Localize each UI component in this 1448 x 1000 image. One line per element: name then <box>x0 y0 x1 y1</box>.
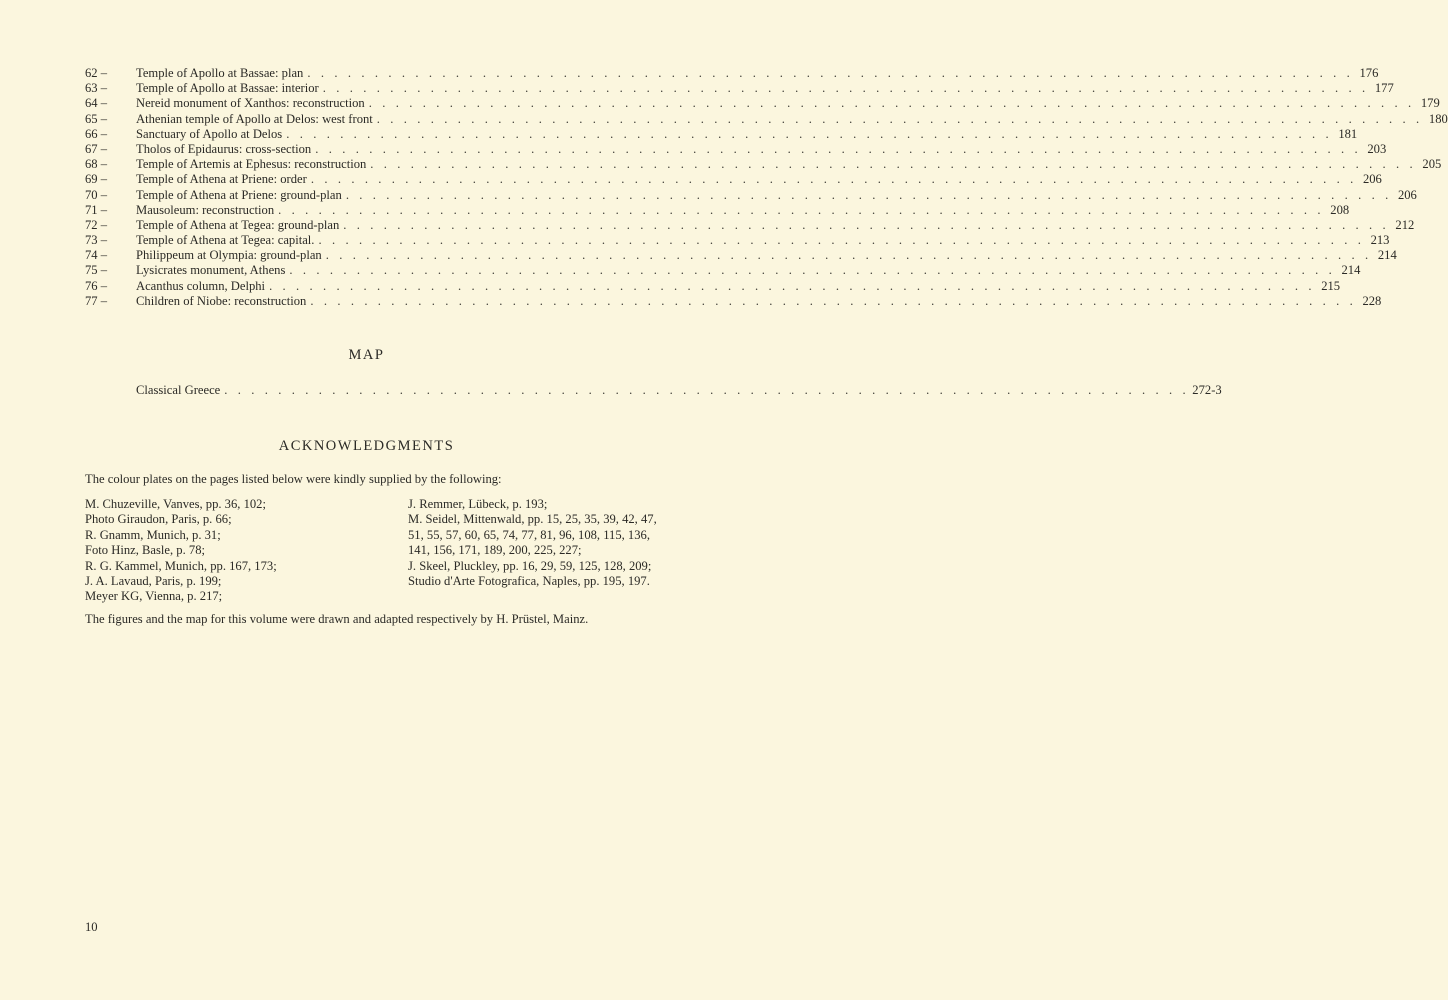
page-number: 10 <box>85 920 98 934</box>
figure-title: Temple of Athena at Priene: order <box>136 172 307 187</box>
credit-line: 51, 55, 57, 60, 65, 74, 77, 81, 96, 108, 115, 136, <box>408 527 650 542</box>
figure-row <box>85 293 1382 309</box>
credit-line: J. A. Lavaud, Paris, p. 199; <box>85 574 222 589</box>
figure-page: 206 <box>1397 187 1417 202</box>
figure-row <box>85 263 1361 278</box>
figure-page: 181 <box>1338 126 1358 141</box>
figure-row <box>85 248 1397 263</box>
figure-row <box>85 111 1448 127</box>
figure-row <box>85 202 1350 218</box>
figure-title: Nereid monument of Xanthos: reconstruction <box>136 96 365 111</box>
leader-dots: . . . . . . . . . . . . . . . . . . . . . . . . . . . . . . . . . . . . . . . . . . . . . . . . . . . . . . . . . . . . . . . . . . . . . . . . . . . . . . <box>278 202 1325 217</box>
figure-number: 70 – <box>85 187 108 202</box>
map-heading: MAP <box>348 347 385 363</box>
credit-line: M. Seidel, Mittenwald, pp. 15, 25, 35, 39, 42, 47, <box>408 512 657 527</box>
figure-number: 65 – <box>85 111 108 126</box>
figure-number: 69 – <box>85 172 108 187</box>
leader-dots: . . . . . . . . . . . . . . . . . . . . . . . . . . . . . . . . . . . . . . . . . . . . . . . . . . . . . . . . . . . . . . . . . . . . . . . . . . . . . . <box>325 248 1372 263</box>
figure-page: 215 <box>1321 278 1341 293</box>
figure-page: 213 <box>1370 233 1390 248</box>
credit-line: Meyer KG, Vienna, p. 217; <box>85 589 223 604</box>
figure-number: 71 – <box>85 202 108 217</box>
figure-number: 75 – <box>85 263 108 278</box>
figure-title: Children of Niobe: reconstruction <box>136 293 307 308</box>
figure-title: Mausoleum: reconstruction <box>136 202 275 217</box>
figure-page: 177 <box>1374 81 1394 96</box>
figure-title: Temple of Athena at Tegea: ground-plan <box>136 217 340 232</box>
leader-dots: . . . . . . . . . . . . . . . . . . . . . . . . . . . . . . . . . . . . . . . . . . . . . . . . . . . . . . . . . . . . . . . . . . . . . . . . . . . . . . <box>310 293 1357 308</box>
figure-row <box>85 217 1415 233</box>
figure-title: Sanctuary of Apollo at Delos <box>136 126 283 141</box>
figure-title: Temple of Artemis at Ephesus: reconstruction <box>136 157 367 172</box>
leader-dots: . . . . . . . . . . . . . . . . . . . . . . . . . . . . . . . . . . . . . . . . . . . . . . . . . . . . . . . . . . . . . . . . . . . . . . . . <box>224 383 1190 397</box>
figure-title: Temple of Athena at Tegea: capital. <box>136 233 315 248</box>
credit-line: J. Skeel, Pluckley, pp. 16, 29, 59, 125, 128, 209; <box>408 558 652 573</box>
figure-number: 76 – <box>85 278 108 293</box>
figure-number: 68 – <box>85 157 108 172</box>
figure-title: Lysicrates monument, Athens <box>136 263 286 278</box>
credit-line: R. G. Kammel, Munich, pp. 167, 173; <box>85 558 277 573</box>
leader-dots: . . . . . . . . . . . . . . . . . . . . . . . . . . . . . . . . . . . . . . . . . . . . . . . . . . . . . . . . . . . . . . . . . . . . . . . . . . . . . . <box>269 278 1316 293</box>
figure-number: 63 – <box>85 81 108 96</box>
acknowledgments-heading: ACKNOWLEDGMENTS <box>278 438 455 454</box>
figure-page: 206 <box>1362 172 1382 187</box>
leader-dots: . . . . . . . . . . . . . . . . . . . . . . . . . . . . . . . . . . . . . . . . . . . . . . . . . . . . . . . . . . . . . . . . . . . . . . . . . . . . . . <box>368 96 1415 111</box>
acknowledgments-outro: The figures and the map for this volume were drawn and adapted respectively by H. Prüstel, Mainz. <box>85 612 589 626</box>
credit-line: Foto Hinz, Basle, p. 78; <box>85 543 205 558</box>
figure-page: 205 <box>1422 157 1442 172</box>
credit-line: M. Chuzeville, Vanves, pp. 36, 102; <box>85 497 266 511</box>
leader-dots: . . . . . . . . . . . . . . . . . . . . . . . . . . . . . . . . . . . . . . . . . . . . . . . . . . . . . . . . . . . . . . . . . . . . . . . . . . . . . . <box>370 157 1417 172</box>
leader-dots: . . . . . . . . . . . . . . . . . . . . . . . . . . . . . . . . . . . . . . . . . . . . . . . . . . . . . . . . . . . . . . . . . . . . . . . . . . . . . . <box>307 66 1354 80</box>
leader-dots: . . . . . . . . . . . . . . . . . . . . . . . . . . . . . . . . . . . . . . . . . . . . . . . . . . . . . . . . . . . . . . . . . . . . . . . . . . . . . . <box>315 141 1362 156</box>
figure-page: 176 <box>1359 66 1379 80</box>
map-entry-title: Classical Greece <box>136 383 221 397</box>
figure-number: 67 – <box>85 141 108 156</box>
figure-number: 72 – <box>85 217 108 232</box>
figure-title: Temple of Apollo at Bassae: plan <box>136 66 304 80</box>
figure-list <box>85 66 1448 309</box>
figure-page: 180 <box>1428 111 1448 126</box>
figure-number: 64 – <box>85 96 108 111</box>
leader-dots: . . . . . . . . . . . . . . . . . . . . . . . . . . . . . . . . . . . . . . . . . . . . . . . . . . . . . . . . . . . . . . . . . . . . . . . . . . . . . . <box>318 233 1365 248</box>
figure-row <box>85 187 1417 203</box>
leader-dots: . . . . . . . . . . . . . . . . . . . . . . . . . . . . . . . . . . . . . . . . . . . . . . . . . . . . . . . . . . . . . . . . . . . . . . . . . . . . . . <box>345 187 1392 202</box>
map-entry <box>136 382 1222 398</box>
figure-page: 228 <box>1362 293 1382 308</box>
figure-title: Temple of Apollo at Bassae: interior <box>136 81 319 96</box>
figure-title: Athenian temple of Apollo at Delos: west front <box>136 111 373 126</box>
figure-row <box>85 126 1358 142</box>
credit-line: J. Remmer, Lübeck, p. 193; <box>408 497 548 511</box>
figure-number: 74 – <box>85 248 108 263</box>
figure-title: Philippeum at Olympia: ground-plan <box>136 248 322 263</box>
figure-number: 66 – <box>85 126 108 141</box>
figure-title: Tholos of Epidaurus: cross-section <box>136 141 312 156</box>
figure-row <box>85 141 1387 157</box>
credit-line: 141, 156, 171, 189, 200, 225, 227; <box>408 543 582 558</box>
figure-number: 77 – <box>85 293 108 308</box>
figure-row <box>85 66 1379 81</box>
leader-dots: . . . . . . . . . . . . . . . . . . . . . . . . . . . . . . . . . . . . . . . . . . . . . . . . . . . . . . . . . . . . . . . . . . . . . . . . . . . . . . <box>322 81 1369 96</box>
figure-page: 214 <box>1341 263 1361 278</box>
leader-dots: . . . . . . . . . . . . . . . . . . . . . . . . . . . . . . . . . . . . . . . . . . . . . . . . . . . . . . . . . . . . . . . . . . . . . . . . . . . . . . <box>310 172 1357 187</box>
leader-dots: . . . . . . . . . . . . . . . . . . . . . . . . . . . . . . . . . . . . . . . . . . . . . . . . . . . . . . . . . . . . . . . . . . . . . . . . . . . . . . <box>286 126 1333 141</box>
figure-row <box>85 81 1394 96</box>
figure-number: 73 – <box>85 233 108 248</box>
figure-row <box>85 233 1390 248</box>
credits-right-column <box>408 497 698 589</box>
credit-line: Studio d'Arte Fotografica, Naples, pp. 195, 197. <box>408 574 650 589</box>
figure-number: 62 – <box>85 66 108 80</box>
figure-title: Temple of Athena at Priene: ground-plan <box>136 187 342 202</box>
leader-dots: . . . . . . . . . . . . . . . . . . . . . . . . . . . . . . . . . . . . . . . . . . . . . . . . . . . . . . . . . . . . . . . . . . . . . . . . . . . . . . <box>376 111 1423 126</box>
figure-row <box>85 96 1440 111</box>
figure-page: 212 <box>1395 217 1415 232</box>
credits-left-column <box>85 497 385 605</box>
credit-line: R. Gnamm, Munich, p. 31; <box>85 527 221 542</box>
figure-title: Acanthus column, Delphi <box>136 278 266 293</box>
map-entry-page: 272-3 <box>1192 383 1222 397</box>
credit-line: Photo Giraudon, Paris, p. 66; <box>85 512 232 527</box>
figure-page: 203 <box>1367 141 1387 156</box>
figure-row <box>85 157 1442 172</box>
figure-page: 214 <box>1377 248 1397 263</box>
figure-page: 208 <box>1330 202 1350 217</box>
acknowledgments-intro: The colour plates on the pages listed below were kindly supplied by the following: <box>85 472 502 486</box>
figure-row <box>85 278 1341 294</box>
leader-dots: . . . . . . . . . . . . . . . . . . . . . . . . . . . . . . . . . . . . . . . . . . . . . . . . . . . . . . . . . . . . . . . . . . . . . . . . . . . . . . <box>343 217 1390 232</box>
figure-row <box>85 172 1382 187</box>
leader-dots: . . . . . . . . . . . . . . . . . . . . . . . . . . . . . . . . . . . . . . . . . . . . . . . . . . . . . . . . . . . . . . . . . . . . . . . . . . . . . . <box>289 263 1336 278</box>
figure-page: 179 <box>1420 96 1440 111</box>
